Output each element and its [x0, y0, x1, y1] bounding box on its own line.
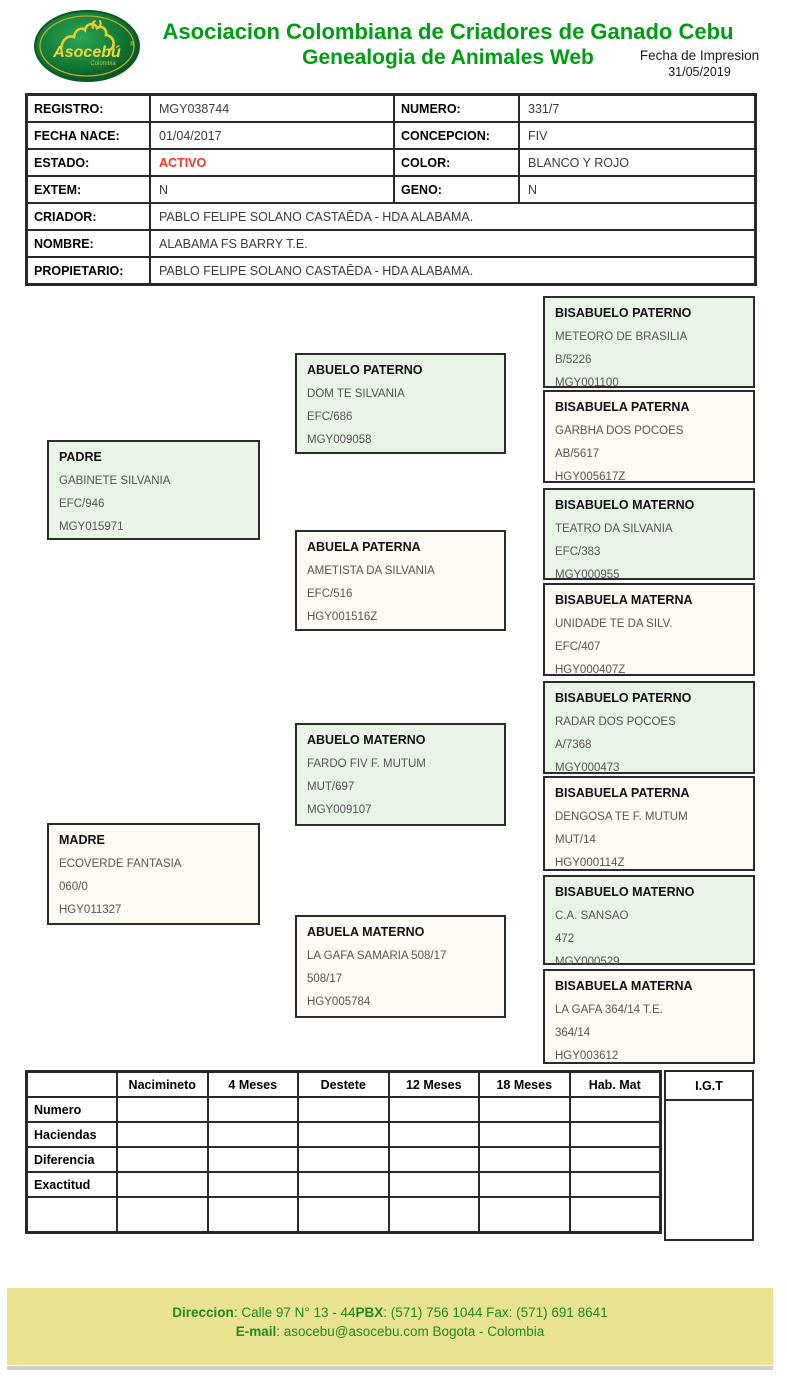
info-value-nombre: ALABAMA FS BARRY T.E.	[150, 230, 755, 257]
pedigree-title: ABUELA PATERNA	[307, 540, 421, 554]
logo-brand-text: Asocebú	[53, 44, 121, 61]
info-label-criador: CRIADOR:	[27, 203, 150, 230]
print-date-label: Fecha de Impresion	[639, 48, 760, 63]
pedigree-box-abuelo-paterno	[295, 353, 506, 454]
animal-name: C.A. SANSAO	[555, 910, 629, 922]
stats-empty-cell	[389, 1097, 480, 1122]
footer-direccion-label: Direccion	[172, 1305, 234, 1320]
stats-corner-cell	[27, 1072, 117, 1097]
stats-empty-cell	[117, 1122, 208, 1147]
stats-empty-cell	[298, 1172, 389, 1197]
stats-row-haciendas: Haciendas	[27, 1122, 117, 1147]
stats-empty-cell	[117, 1197, 208, 1232]
animal-reg: A/7368	[555, 739, 592, 751]
pedigree-box-abuela-paterna	[295, 530, 506, 631]
animal-reg: 508/17	[307, 973, 343, 985]
info-label-estado: ESTADO:	[27, 149, 150, 176]
animal-reg: EFC/946	[59, 498, 105, 510]
animal-name: DOM TE SILVANIA	[307, 388, 405, 400]
animal-name: UNIDADE TE DA SILV.	[555, 618, 673, 630]
pedigree-box-padre	[47, 440, 260, 540]
footer-direccion-value: : Calle 97 N° 13 - 44	[233, 1305, 356, 1320]
animal-code: HGY003612	[555, 1050, 619, 1062]
stats-table	[25, 1070, 662, 1234]
stats-empty-cell	[298, 1122, 389, 1147]
pedigree-title: BISABUELA PATERNA	[555, 400, 690, 414]
stats-empty-cell	[389, 1172, 480, 1197]
animal-code: MGY000955	[555, 569, 620, 581]
status-badge: ACTIVO	[150, 149, 394, 176]
animal-reg: 060/0	[59, 881, 88, 893]
stats-empty-cell	[27, 1197, 117, 1232]
animal-code: HGY011327	[59, 904, 122, 916]
footer-pbx-label: PBX	[355, 1305, 384, 1320]
pedigree-title: ABUELO MATERNO	[307, 733, 426, 747]
pedigree-box-bisabuela-materna-1	[543, 583, 755, 676]
stats-row-diferencia: Diferencia	[27, 1147, 117, 1172]
info-value-criador: PABLO FELIPE SOLANO CASTAĒDA - HDA ALABAMA.	[150, 203, 755, 230]
stats-col-hab-mat: Hab. Mat	[570, 1072, 661, 1097]
animal-reg: 472	[555, 933, 575, 945]
animal-code: HGY001516Z	[307, 611, 378, 623]
pedigree-title: MADRE	[59, 833, 105, 847]
stats-col-4-meses: 4 Meses	[208, 1072, 299, 1097]
animal-code: MGY009058	[307, 434, 372, 446]
pedigree-box-abuelo-materno	[295, 723, 506, 826]
animal-reg: AB/5617	[555, 448, 600, 460]
stats-empty-cell	[298, 1097, 389, 1122]
pedigree-title: BISABUELA PATERNA	[555, 786, 690, 800]
info-label-concepcion: CONCEPCION:	[394, 122, 519, 149]
animal-reg: EFC/383	[555, 546, 601, 558]
animal-reg: EFC/407	[555, 641, 601, 653]
stats-empty-cell	[208, 1097, 299, 1122]
info-value-fecha-nace: 01/04/2017	[150, 122, 394, 149]
pedigree-box-bisabuelo-materno-2	[543, 875, 755, 968]
animal-code: HGY005784	[307, 996, 371, 1008]
info-label-registro: REGISTRO:	[27, 95, 150, 122]
info-label-nombre: NOMBRE:	[27, 230, 150, 257]
animal-info-table	[25, 93, 757, 286]
stats-empty-cell	[298, 1147, 389, 1172]
animal-name: GABINETE SILVANIA	[59, 475, 171, 487]
info-value-propietario: PABLO FELIPE SOLANO CASTAĒDA - HDA ALABAMA.	[150, 257, 755, 284]
info-value-color: BLANCO Y ROJO	[519, 149, 755, 176]
footer-pbx-value: : (571) 756 1044 Fax: (571) 691 8641	[383, 1305, 608, 1320]
stats-empty-cell	[389, 1122, 480, 1147]
stats-empty-cell	[570, 1097, 661, 1122]
asocebu-logo	[33, 8, 141, 84]
info-value-concepcion: FIV	[519, 122, 755, 149]
footer-email-line	[7, 1322, 773, 1341]
animal-name: FARDO FIV F. MUTUM	[307, 758, 426, 770]
pedigree-box-bisabuela-materna-2	[543, 969, 755, 1064]
animal-name: LA GAFA 364/14 T.E.	[555, 1004, 663, 1016]
info-label-numero: NUMERO:	[394, 95, 519, 122]
stats-col-destete: Destete	[298, 1072, 389, 1097]
pedigree-title: BISABUELO MATERNO	[555, 498, 695, 512]
stats-col-18-meses: 18 Meses	[479, 1072, 570, 1097]
animal-reg: 364/14	[555, 1027, 591, 1039]
stats-col-12-meses: 12 Meses	[389, 1072, 480, 1097]
stats-empty-cell	[570, 1122, 661, 1147]
animal-code: MGY000529	[555, 956, 620, 968]
animal-code: HGY005617Z	[555, 471, 626, 483]
stats-row-numero: Numero	[27, 1097, 117, 1122]
animal-code: MGY009107	[307, 804, 372, 816]
stats-empty-cell	[208, 1172, 299, 1197]
animal-reg: EFC/686	[307, 411, 353, 423]
igt-column	[664, 1070, 754, 1241]
stats-empty-cell	[479, 1197, 570, 1232]
pedigree-title: BISABUELO MATERNO	[555, 885, 695, 899]
stats-empty-cell	[570, 1147, 661, 1172]
stats-empty-cell	[117, 1147, 208, 1172]
stats-empty-cell	[208, 1197, 299, 1232]
stats-empty-cell	[117, 1172, 208, 1197]
animal-name: METEORO DE BRASILIA	[555, 331, 688, 343]
animal-reg: MUT/14	[555, 834, 596, 846]
info-value-numero: 331/7	[519, 95, 755, 122]
stats-col-igt: I.G.T	[666, 1072, 752, 1101]
pedigree-box-madre	[47, 823, 260, 925]
animal-code: HGY000407Z	[555, 664, 626, 676]
pedigree-box-bisabuelo-paterno-1	[543, 296, 755, 388]
logo-sub-text: Colombia	[90, 61, 116, 67]
info-label-geno: GENO:	[394, 176, 519, 203]
stats-empty-cell	[570, 1197, 661, 1232]
animal-code: MGY001100	[555, 377, 619, 389]
info-value-extem: N	[150, 176, 394, 203]
stats-empty-cell	[298, 1197, 389, 1232]
stats-empty-cell	[479, 1147, 570, 1172]
stats-empty-cell	[117, 1097, 208, 1122]
animal-code: MGY000473	[555, 762, 620, 774]
pedigree-box-bisabuela-paterna-2	[543, 776, 755, 871]
pedigree-title: ABUELA MATERNO	[307, 925, 425, 939]
stats-row-exactitud: Exactitud	[27, 1172, 117, 1197]
info-label-fecha-nace: FECHA NACE:	[27, 122, 150, 149]
pedigree-title: BISABUELO PATERNO	[555, 306, 692, 320]
footer-email-value: : asocebu@asocebu.com Bogota - Colombia	[276, 1324, 545, 1339]
print-date-value: 31/05/2019	[668, 65, 731, 79]
info-value-registro: MGY038744	[150, 95, 394, 122]
pedigree-title: BISABUELA MATERNA	[555, 979, 693, 993]
animal-name: LA GAFA SAMARIA 508/17	[307, 950, 447, 962]
animal-name: AMETISTA DA SILVANIA	[307, 565, 435, 577]
stats-col-nacimineto: Nacimineto	[117, 1072, 208, 1097]
stats-empty-cell	[570, 1172, 661, 1197]
print-date-block	[622, 48, 777, 80]
pedigree-title: BISABUELO PATERNO	[555, 691, 692, 705]
stats-empty-cell	[479, 1097, 570, 1122]
pedigree-title: PADRE	[59, 450, 102, 464]
footer-address-line	[7, 1288, 773, 1322]
pedigree-title: ABUELO PATERNO	[307, 363, 423, 377]
info-value-geno: N	[519, 176, 755, 203]
info-label-color: COLOR:	[394, 149, 519, 176]
animal-reg: MUT/697	[307, 781, 355, 793]
animal-name: RADAR DOS POCOES	[555, 716, 676, 728]
page-title-line1: Asociacion Colombiana de Criadores de Ganado Cebu	[162, 19, 734, 44]
stats-empty-cell	[389, 1147, 480, 1172]
pedigree-box-bisabuela-paterna-1	[543, 390, 755, 483]
stats-empty-cell	[208, 1122, 299, 1147]
stats-empty-cell	[389, 1197, 480, 1232]
footer-email-label: E-mail	[235, 1324, 277, 1339]
animal-name: ECOVERDE FANTASIA	[59, 858, 182, 870]
info-label-extem: EXTEM:	[27, 176, 150, 203]
page-title-line2: Genealogia de Animales Web	[302, 46, 594, 69]
svg-text:®: ®	[129, 42, 135, 48]
animal-code: MGY015971	[59, 521, 124, 533]
pedigree-box-abuela-materna	[295, 915, 506, 1018]
animal-reg: EFC/516	[307, 588, 353, 600]
footer-contact-bar	[7, 1288, 773, 1365]
stats-empty-cell	[208, 1147, 299, 1172]
animal-name: GARBHA DOS POCOES	[555, 425, 684, 437]
animal-name: DENGOSA TE F. MUTUM	[555, 811, 688, 823]
info-label-propietario: PROPIETARIO:	[27, 257, 150, 284]
stats-empty-cell	[479, 1122, 570, 1147]
pedigree-title: BISABUELA MATERNA	[555, 593, 693, 607]
pedigree-box-bisabuelo-paterno-2	[543, 681, 755, 774]
animal-code: HGY000114Z	[555, 857, 625, 869]
stats-empty-cell	[479, 1172, 570, 1197]
page-bottom-edge	[7, 1366, 773, 1370]
pedigree-box-bisabuelo-materno-1	[543, 488, 755, 580]
animal-name: TEATRO DA SILVANIA	[555, 523, 673, 535]
animal-reg: B/5226	[555, 354, 592, 366]
